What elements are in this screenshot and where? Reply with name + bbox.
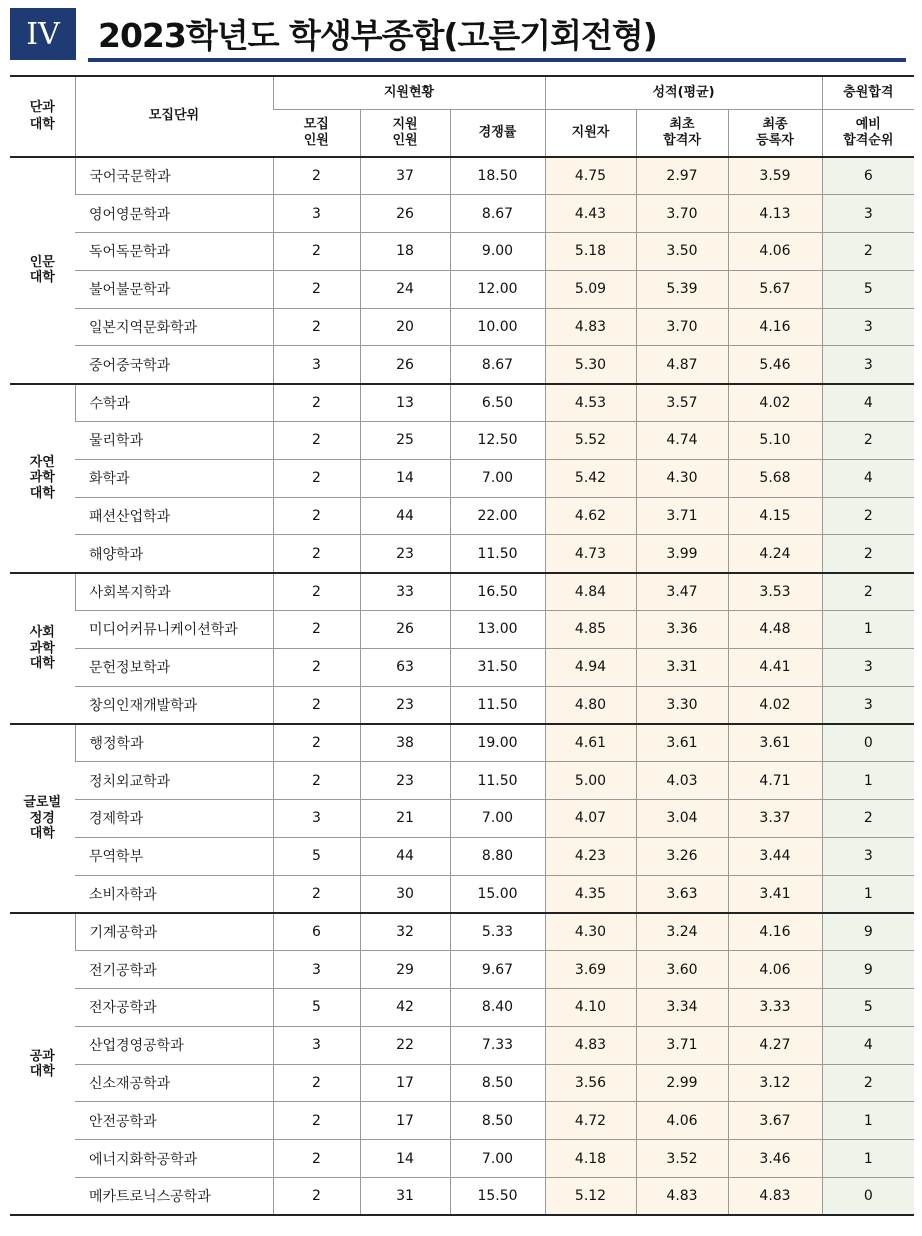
cell-applicants: 14 — [360, 1140, 450, 1178]
cell-ratio: 7.00 — [450, 1140, 545, 1178]
cell-quota: 3 — [273, 346, 360, 384]
cell-final-reg-grade: 3.33 — [728, 989, 822, 1027]
table-row — [10, 1102, 914, 1140]
cell-ratio: 8.67 — [450, 346, 545, 384]
section-number-badge: IV — [10, 8, 76, 60]
cell-applicant-grade: 4.85 — [545, 611, 636, 649]
cell-ratio: 13.00 — [450, 611, 545, 649]
cell-waitlist-rank: 2 — [822, 535, 914, 573]
cell-waitlist-rank: 1 — [822, 611, 914, 649]
cell-applicant-grade: 4.62 — [545, 497, 636, 535]
header-grades-label: 성적(평균) — [652, 84, 715, 100]
cell-applicants: 24 — [360, 270, 450, 308]
table-row — [10, 308, 914, 346]
cell-waitlist-rank: 3 — [822, 195, 914, 233]
cell-department: 정치외교학과 — [75, 762, 273, 800]
table-row — [10, 800, 914, 838]
header-applicants-label: 지원 인원 — [392, 116, 418, 148]
cell-ratio: 7.33 — [450, 1026, 545, 1064]
cell-final-reg-grade: 5.67 — [728, 270, 822, 308]
cell-department: 영어영문학과 — [75, 195, 273, 233]
cell-final-reg-grade: 3.41 — [728, 875, 822, 913]
cell-quota: 5 — [273, 837, 360, 875]
cell-department: 문헌정보학과 — [75, 648, 273, 686]
cell-quota: 2 — [273, 875, 360, 913]
table-row — [10, 951, 914, 989]
cell-department: 불어불문학과 — [75, 270, 273, 308]
cell-quota: 2 — [273, 233, 360, 271]
cell-final-reg-grade: 4.06 — [728, 951, 822, 989]
cell-first-pass-grade: 5.39 — [636, 270, 728, 308]
cell-first-pass-grade: 3.26 — [636, 837, 728, 875]
cell-applicant-grade: 4.73 — [545, 535, 636, 573]
cell-final-reg-grade: 3.67 — [728, 1102, 822, 1140]
header-final-reg — [728, 109, 822, 157]
table-row — [10, 1178, 914, 1216]
cell-applicant-grade: 3.69 — [545, 951, 636, 989]
cell-ratio: 7.00 — [450, 800, 545, 838]
header-unit-label: 모집단위 — [148, 108, 200, 124]
cell-waitlist-rank: 3 — [822, 837, 914, 875]
cell-waitlist-rank: 4 — [822, 459, 914, 497]
table-row — [10, 459, 914, 497]
cell-waitlist-rank: 3 — [822, 648, 914, 686]
cell-department: 물리학과 — [75, 422, 273, 460]
cell-waitlist-rank: 3 — [822, 686, 914, 724]
cell-first-pass-grade: 4.83 — [636, 1178, 728, 1216]
table-row — [10, 913, 914, 951]
cell-applicants: 26 — [360, 611, 450, 649]
cell-applicant-grade: 4.94 — [545, 648, 636, 686]
table-row — [10, 611, 914, 649]
cell-quota: 3 — [273, 1026, 360, 1064]
cell-final-reg-grade: 3.46 — [728, 1140, 822, 1178]
cell-applicants: 23 — [360, 762, 450, 800]
cell-applicants: 29 — [360, 951, 450, 989]
cell-department: 신소재공학과 — [75, 1064, 273, 1102]
cell-applicant-grade: 5.18 — [545, 233, 636, 271]
header-application — [273, 76, 545, 109]
cell-applicant-grade: 4.43 — [545, 195, 636, 233]
cell-department: 무역학부 — [75, 837, 273, 875]
college-name: 인문 대학 — [29, 254, 55, 286]
cell-applicants: 44 — [360, 837, 450, 875]
cell-first-pass-grade: 2.97 — [636, 157, 728, 195]
cell-quota: 2 — [273, 1178, 360, 1216]
header-ratio — [450, 109, 545, 157]
cell-waitlist-rank: 1 — [822, 1140, 914, 1178]
cell-department: 사회복지학과 — [75, 573, 273, 611]
table-row — [10, 989, 914, 1027]
cell-quota: 2 — [273, 686, 360, 724]
cell-department: 미디어커뮤니케이션학과 — [75, 611, 273, 649]
cell-department: 소비자학과 — [75, 875, 273, 913]
cell-first-pass-grade: 3.70 — [636, 308, 728, 346]
cell-final-reg-grade: 3.44 — [728, 837, 822, 875]
cell-applicant-grade: 4.83 — [545, 1026, 636, 1064]
cell-quota: 2 — [273, 157, 360, 195]
cell-waitlist-rank: 1 — [822, 762, 914, 800]
page-header — [10, 6, 910, 64]
college-name: 글로벌 정경 대학 — [23, 795, 62, 842]
cell-first-pass-grade: 3.63 — [636, 875, 728, 913]
cell-applicants: 38 — [360, 724, 450, 762]
table-row — [10, 195, 914, 233]
cell-department: 일본지역문화학과 — [75, 308, 273, 346]
cell-applicant-grade: 4.30 — [545, 913, 636, 951]
header-quota — [273, 109, 360, 157]
cell-waitlist-rank: 0 — [822, 724, 914, 762]
cell-ratio: 31.50 — [450, 648, 545, 686]
cell-first-pass-grade: 3.36 — [636, 611, 728, 649]
cell-final-reg-grade: 4.15 — [728, 497, 822, 535]
cell-first-pass-grade: 3.04 — [636, 800, 728, 838]
cell-quota: 3 — [273, 951, 360, 989]
cell-first-pass-grade: 3.61 — [636, 724, 728, 762]
cell-applicants: 22 — [360, 1026, 450, 1064]
cell-department: 전자공학과 — [75, 989, 273, 1027]
cell-applicants: 17 — [360, 1102, 450, 1140]
table-row — [10, 1140, 914, 1178]
cell-waitlist-rank: 1 — [822, 1102, 914, 1140]
header-first-pass — [636, 109, 728, 157]
cell-quota: 2 — [273, 611, 360, 649]
cell-final-reg-grade: 4.24 — [728, 535, 822, 573]
cell-applicants: 14 — [360, 459, 450, 497]
header-applicant-grade-label: 지원자 — [571, 124, 610, 140]
college-name: 자연 과학 대학 — [29, 454, 55, 502]
cell-waitlist-rank: 2 — [822, 497, 914, 535]
cell-final-reg-grade: 4.13 — [728, 195, 822, 233]
cell-ratio: 9.67 — [450, 951, 545, 989]
cell-department: 중어중국학과 — [75, 346, 273, 384]
cell-quota: 6 — [273, 913, 360, 951]
cell-applicant-grade: 4.84 — [545, 573, 636, 611]
cell-applicants: 44 — [360, 497, 450, 535]
cell-applicants: 17 — [360, 1064, 450, 1102]
cell-waitlist-rank: 3 — [822, 346, 914, 384]
cell-quota: 3 — [273, 800, 360, 838]
cell-ratio: 8.80 — [450, 837, 545, 875]
cell-first-pass-grade: 4.30 — [636, 459, 728, 497]
college-name-cell — [10, 573, 75, 724]
header-final-reg-label: 최종 등록자 — [756, 116, 794, 148]
header-waitlist — [822, 109, 914, 157]
cell-quota: 2 — [273, 1140, 360, 1178]
cell-waitlist-rank: 2 — [822, 573, 914, 611]
cell-first-pass-grade: 3.60 — [636, 951, 728, 989]
cell-department: 수학과 — [75, 384, 273, 422]
cell-first-pass-grade: 3.31 — [636, 648, 728, 686]
cell-quota: 2 — [273, 573, 360, 611]
cell-applicant-grade: 4.75 — [545, 157, 636, 195]
college-name: 공과 대학 — [29, 1048, 55, 1080]
cell-department: 경제학과 — [75, 800, 273, 838]
cell-first-pass-grade: 4.87 — [636, 346, 728, 384]
cell-final-reg-grade: 4.71 — [728, 762, 822, 800]
cell-ratio: 12.00 — [450, 270, 545, 308]
cell-applicants: 18 — [360, 233, 450, 271]
table-row — [10, 837, 914, 875]
cell-waitlist-rank: 2 — [822, 233, 914, 271]
table-row — [10, 762, 914, 800]
cell-applicants: 63 — [360, 648, 450, 686]
title-underline — [88, 58, 906, 62]
header-applicants — [360, 109, 450, 157]
cell-quota: 3 — [273, 195, 360, 233]
cell-first-pass-grade: 3.50 — [636, 233, 728, 271]
header-waitlist-label: 예비 합격순위 — [843, 116, 894, 148]
cell-ratio: 12.50 — [450, 422, 545, 460]
cell-department: 패션산업학과 — [75, 497, 273, 535]
cell-final-reg-grade: 4.83 — [728, 1178, 822, 1216]
cell-first-pass-grade: 3.70 — [636, 195, 728, 233]
cell-ratio: 8.50 — [450, 1102, 545, 1140]
cell-quota: 2 — [273, 648, 360, 686]
cell-quota: 2 — [273, 1102, 360, 1140]
cell-final-reg-grade: 4.02 — [728, 686, 822, 724]
cell-final-reg-grade: 5.46 — [728, 346, 822, 384]
cell-quota: 2 — [273, 422, 360, 460]
cell-department: 창의인재개발학과 — [75, 686, 273, 724]
cell-final-reg-grade: 3.53 — [728, 573, 822, 611]
cell-applicant-grade: 5.00 — [545, 762, 636, 800]
cell-applicants: 37 — [360, 157, 450, 195]
table-body — [10, 157, 914, 1215]
cell-department: 산업경영공학과 — [75, 1026, 273, 1064]
cell-first-pass-grade: 4.03 — [636, 762, 728, 800]
cell-applicants: 23 — [360, 535, 450, 573]
college-name-cell — [10, 724, 75, 913]
cell-first-pass-grade: 4.74 — [636, 422, 728, 460]
cell-department: 에너지화학공학과 — [75, 1140, 273, 1178]
cell-applicants: 42 — [360, 989, 450, 1027]
cell-department: 독어독문학과 — [75, 233, 273, 271]
table-row — [10, 573, 914, 611]
cell-ratio: 8.40 — [450, 989, 545, 1027]
cell-quota: 2 — [273, 497, 360, 535]
cell-applicant-grade: 3.56 — [545, 1064, 636, 1102]
cell-final-reg-grade: 3.61 — [728, 724, 822, 762]
cell-department: 기계공학과 — [75, 913, 273, 951]
table-row — [10, 1026, 914, 1064]
table-row — [10, 724, 914, 762]
cell-first-pass-grade: 3.47 — [636, 573, 728, 611]
cell-waitlist-rank: 5 — [822, 270, 914, 308]
cell-ratio: 6.50 — [450, 384, 545, 422]
cell-final-reg-grade: 4.48 — [728, 611, 822, 649]
table-row — [10, 1064, 914, 1102]
table-row — [10, 157, 914, 195]
cell-applicants: 26 — [360, 346, 450, 384]
cell-waitlist-rank: 3 — [822, 308, 914, 346]
cell-waitlist-rank: 6 — [822, 157, 914, 195]
cell-quota: 2 — [273, 535, 360, 573]
cell-final-reg-grade: 4.27 — [728, 1026, 822, 1064]
cell-waitlist-rank: 5 — [822, 989, 914, 1027]
cell-quota: 2 — [273, 308, 360, 346]
cell-applicants: 30 — [360, 875, 450, 913]
cell-first-pass-grade: 3.99 — [636, 535, 728, 573]
table-row — [10, 875, 914, 913]
cell-first-pass-grade: 3.71 — [636, 1026, 728, 1064]
cell-quota: 5 — [273, 989, 360, 1027]
cell-final-reg-grade: 4.06 — [728, 233, 822, 271]
header-application-label: 지원현황 — [383, 84, 435, 100]
cell-first-pass-grade: 3.34 — [636, 989, 728, 1027]
cell-first-pass-grade: 3.52 — [636, 1140, 728, 1178]
cell-applicants: 21 — [360, 800, 450, 838]
cell-waitlist-rank: 9 — [822, 913, 914, 951]
cell-ratio: 19.00 — [450, 724, 545, 762]
header-grades — [545, 76, 822, 109]
header-college-label: 단과 대학 — [29, 100, 55, 132]
cell-applicant-grade: 4.10 — [545, 989, 636, 1027]
cell-waitlist-rank: 2 — [822, 800, 914, 838]
cell-applicant-grade: 4.80 — [545, 686, 636, 724]
header-unit — [75, 76, 273, 157]
cell-ratio: 7.00 — [450, 459, 545, 497]
cell-first-pass-grade: 3.30 — [636, 686, 728, 724]
cell-quota: 2 — [273, 270, 360, 308]
cell-waitlist-rank: 2 — [822, 1064, 914, 1102]
table-row — [10, 270, 914, 308]
cell-applicant-grade: 4.53 — [545, 384, 636, 422]
cell-applicant-grade: 5.52 — [545, 422, 636, 460]
cell-ratio: 16.50 — [450, 573, 545, 611]
cell-department: 국어국문학과 — [75, 157, 273, 195]
cell-ratio: 11.50 — [450, 686, 545, 724]
cell-first-pass-grade: 2.99 — [636, 1064, 728, 1102]
cell-quota: 2 — [273, 459, 360, 497]
cell-department: 행정학과 — [75, 724, 273, 762]
table-row — [10, 648, 914, 686]
header-additional — [822, 76, 914, 109]
cell-department: 화학과 — [75, 459, 273, 497]
table-row — [10, 233, 914, 271]
cell-applicants: 26 — [360, 195, 450, 233]
header-first-pass-label: 최초 합격자 — [663, 116, 701, 148]
header-quota-label: 모집 인원 — [303, 116, 329, 148]
cell-applicants: 23 — [360, 686, 450, 724]
cell-quota: 2 — [273, 724, 360, 762]
cell-applicants: 33 — [360, 573, 450, 611]
cell-applicant-grade: 4.72 — [545, 1102, 636, 1140]
cell-ratio: 15.50 — [450, 1178, 545, 1216]
cell-ratio: 22.00 — [450, 497, 545, 535]
cell-quota: 2 — [273, 384, 360, 422]
table-row — [10, 384, 914, 422]
cell-final-reg-grade: 4.16 — [728, 308, 822, 346]
cell-final-reg-grade: 4.02 — [728, 384, 822, 422]
college-name-cell — [10, 913, 75, 1215]
cell-final-reg-grade: 5.10 — [728, 422, 822, 460]
cell-waitlist-rank: 4 — [822, 1026, 914, 1064]
table-row — [10, 535, 914, 573]
cell-ratio: 15.00 — [450, 875, 545, 913]
cell-department: 안전공학과 — [75, 1102, 273, 1140]
cell-ratio: 8.67 — [450, 195, 545, 233]
cell-waitlist-rank: 9 — [822, 951, 914, 989]
cell-applicants: 20 — [360, 308, 450, 346]
cell-ratio: 11.50 — [450, 762, 545, 800]
cell-department: 해양학과 — [75, 535, 273, 573]
cell-applicant-grade: 5.09 — [545, 270, 636, 308]
cell-quota: 2 — [273, 1064, 360, 1102]
cell-applicants: 31 — [360, 1178, 450, 1216]
cell-final-reg-grade: 4.16 — [728, 913, 822, 951]
cell-applicant-grade: 5.12 — [545, 1178, 636, 1216]
cell-applicants: 32 — [360, 913, 450, 951]
table-row — [10, 346, 914, 384]
table-row — [10, 497, 914, 535]
college-name: 사회 과학 대학 — [29, 624, 55, 672]
cell-waitlist-rank: 4 — [822, 384, 914, 422]
cell-applicant-grade: 5.42 — [545, 459, 636, 497]
table-row — [10, 686, 914, 724]
cell-final-reg-grade: 5.68 — [728, 459, 822, 497]
header-college — [10, 76, 75, 157]
header-additional-label: 충원합격 — [843, 84, 894, 100]
cell-applicants: 25 — [360, 422, 450, 460]
cell-final-reg-grade: 3.59 — [728, 157, 822, 195]
cell-department: 전기공학과 — [75, 951, 273, 989]
college-name-cell — [10, 384, 75, 573]
cell-applicants: 13 — [360, 384, 450, 422]
cell-applicant-grade: 4.18 — [545, 1140, 636, 1178]
cell-first-pass-grade: 4.06 — [636, 1102, 728, 1140]
cell-applicant-grade: 4.35 — [545, 875, 636, 913]
cell-ratio: 9.00 — [450, 233, 545, 271]
cell-applicant-grade: 4.23 — [545, 837, 636, 875]
cell-final-reg-grade: 4.41 — [728, 648, 822, 686]
cell-waitlist-rank: 0 — [822, 1178, 914, 1216]
cell-applicant-grade: 4.07 — [545, 800, 636, 838]
college-name-cell — [10, 157, 75, 384]
cell-first-pass-grade: 3.57 — [636, 384, 728, 422]
cell-first-pass-grade: 3.71 — [636, 497, 728, 535]
cell-applicant-grade: 4.61 — [545, 724, 636, 762]
header-applicant-grade — [545, 109, 636, 157]
cell-ratio: 11.50 — [450, 535, 545, 573]
cell-ratio: 18.50 — [450, 157, 545, 195]
cell-final-reg-grade: 3.12 — [728, 1064, 822, 1102]
cell-ratio: 8.50 — [450, 1064, 545, 1102]
cell-quota: 2 — [273, 762, 360, 800]
cell-ratio: 5.33 — [450, 913, 545, 951]
cell-applicant-grade: 5.30 — [545, 346, 636, 384]
cell-waitlist-rank: 2 — [822, 422, 914, 460]
header-ratio-label: 경쟁률 — [478, 124, 517, 140]
cell-department: 메카트로닉스공학과 — [75, 1178, 273, 1216]
admission-results-table — [10, 75, 914, 1216]
cell-applicant-grade: 4.83 — [545, 308, 636, 346]
cell-ratio: 10.00 — [450, 308, 545, 346]
cell-first-pass-grade: 3.24 — [636, 913, 728, 951]
table-row — [10, 422, 914, 460]
cell-final-reg-grade: 3.37 — [728, 800, 822, 838]
page-title: 2023학년도 학생부종합(고른기회전형) — [98, 16, 657, 55]
cell-waitlist-rank: 1 — [822, 875, 914, 913]
